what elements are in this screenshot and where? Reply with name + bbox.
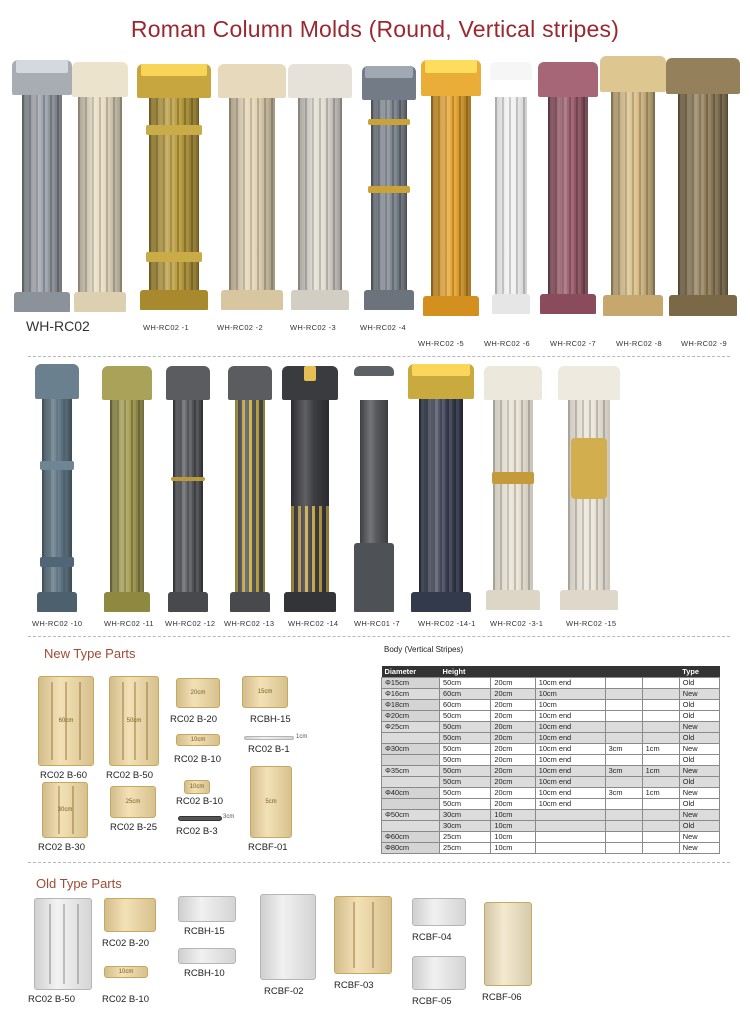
cell-value: 20cm xyxy=(491,721,535,732)
header-blank xyxy=(491,666,535,677)
cell-type: Old xyxy=(679,699,719,710)
part-label: RCBF-04 xyxy=(412,932,452,943)
column-wh-rc02-10 xyxy=(35,364,79,612)
cell-value: 30cm xyxy=(440,809,491,820)
table-title: Body (Vertical Stripes) xyxy=(384,645,464,654)
cell-value: 50cm xyxy=(440,721,491,732)
cell-diameter: Φ16cm xyxy=(382,688,440,699)
part-rc02-b-50-old xyxy=(34,898,92,990)
new-parts-heading: New Type Parts xyxy=(44,646,136,661)
part-rc02-b-60 xyxy=(38,676,94,766)
cell-diameter xyxy=(382,754,440,765)
table-row xyxy=(382,831,720,842)
cell-value xyxy=(642,732,679,743)
table-row xyxy=(382,721,720,732)
part-label: RC02 B-10 xyxy=(176,796,223,807)
table-row xyxy=(382,820,720,831)
cell-value: 50cm xyxy=(440,765,491,776)
cell-value: 10cm xyxy=(491,831,535,842)
cell-value: 10cm xyxy=(535,688,605,699)
cell-type: New xyxy=(679,842,719,853)
cell-value: 50cm xyxy=(440,787,491,798)
part-rc02-b-10 xyxy=(176,734,220,746)
label-wh-rc02-14-1: WH-RC02 -14-1 xyxy=(418,619,476,628)
cell-value xyxy=(642,688,679,699)
cell-value: 10cm xyxy=(491,820,535,831)
part-label: RC02 B-50 xyxy=(106,770,153,781)
cell-value xyxy=(605,688,642,699)
label-wh-rc02-6: WH-RC02 -6 xyxy=(484,339,530,348)
dimension-tag: 20cm xyxy=(190,690,206,696)
part-label: RC02 B-1 xyxy=(248,744,290,755)
column-wh-rc02-5 xyxy=(421,60,481,316)
column-wh-rc02-7 xyxy=(538,62,598,314)
cell-value xyxy=(605,776,642,787)
page-title: Roman Column Molds (Round, Vertical stripes) xyxy=(130,16,620,42)
cell-value: 20cm xyxy=(491,710,535,721)
table-row xyxy=(382,776,720,787)
table-row xyxy=(382,710,720,721)
cell-value: 20cm xyxy=(491,732,535,743)
table-row xyxy=(382,732,720,743)
cell-value xyxy=(642,710,679,721)
table-row xyxy=(382,842,720,853)
part-rcbh-10-old xyxy=(178,948,236,964)
column-wh-rc02-13 xyxy=(228,366,272,612)
header-type: Type xyxy=(679,666,719,677)
column-wh-rc02-1 xyxy=(137,64,211,310)
table-row xyxy=(382,677,720,688)
cell-diameter: Φ60cm xyxy=(382,831,440,842)
cell-value: 25cm xyxy=(440,842,491,853)
label-wh-rc02-3: WH-RC02 -3 xyxy=(290,323,336,332)
part-rcbf-04 xyxy=(412,898,466,926)
part-rc02-b-25 xyxy=(110,786,156,818)
part-label: RCBH-15 xyxy=(184,926,225,937)
cell-value: 25cm xyxy=(440,831,491,842)
cell-value: 10cm end xyxy=(535,677,605,688)
cell-value: 10cm end xyxy=(535,721,605,732)
cell-diameter: Φ20cm xyxy=(382,710,440,721)
cell-value xyxy=(642,699,679,710)
cell-value xyxy=(605,754,642,765)
cell-value xyxy=(642,721,679,732)
label-wh-rc02-15: WH-RC02 -15 xyxy=(566,619,617,628)
part-rcbf-01 xyxy=(250,766,292,838)
column-wh-rc02-3 xyxy=(288,64,352,310)
cell-value: 3cm xyxy=(605,743,642,754)
part-label: RCBH-15 xyxy=(250,714,291,725)
part-rc02-b-10-old xyxy=(104,966,148,978)
cell-value xyxy=(642,776,679,787)
cell-diameter: Φ25cm xyxy=(382,721,440,732)
part-rcbh-15-old xyxy=(178,896,236,922)
old-parts-heading: Old Type Parts xyxy=(36,876,122,891)
cell-value: 10cm end xyxy=(535,765,605,776)
cell-type: Old xyxy=(679,776,719,787)
column-wh-rc02-12 xyxy=(166,366,210,612)
cell-diameter: Φ15cm xyxy=(382,677,440,688)
cell-type: New xyxy=(679,765,719,776)
dimension-tag: 5cm xyxy=(265,799,277,805)
part-rcbf-02 xyxy=(260,894,316,980)
cell-value: 3cm xyxy=(605,765,642,776)
cell-type: Old xyxy=(679,820,719,831)
part-rc02-b-50 xyxy=(109,676,159,766)
table-row xyxy=(382,754,720,765)
cell-value xyxy=(642,831,679,842)
cell-value xyxy=(605,732,642,743)
dimension-tag: 10cm xyxy=(189,784,205,790)
part-rcbf-06 xyxy=(484,902,532,986)
part-label: RCBF-05 xyxy=(412,996,452,1007)
cell-value xyxy=(642,798,679,809)
cell-value: 50cm xyxy=(440,743,491,754)
cell-value: 20cm xyxy=(491,765,535,776)
column-wh-rc02-14 xyxy=(282,366,338,612)
part-rc02-b-1 xyxy=(244,736,294,740)
cell-value: 50cm xyxy=(440,710,491,721)
cell-value: 10cm xyxy=(491,809,535,820)
cell-value: 10cm end xyxy=(535,787,605,798)
label-wh-rc02-4: WH-RC02 -4 xyxy=(360,323,406,332)
cell-value xyxy=(605,842,642,853)
part-rc02-b-20-old xyxy=(104,898,156,932)
cell-value: 60cm xyxy=(440,688,491,699)
cell-type: Old xyxy=(679,710,719,721)
cell-value xyxy=(605,710,642,721)
column-wh-rc02-1-mold xyxy=(72,62,128,312)
cell-diameter: Φ40cm xyxy=(382,787,440,798)
column-wh-rc02-3-1 xyxy=(484,366,542,610)
column-wh-rc02-15 xyxy=(558,366,620,610)
table-header-row xyxy=(382,666,720,677)
dimension-tag: 60cm xyxy=(58,718,74,724)
label-wh-rc02-1: WH-RC02 -1 xyxy=(143,323,189,332)
body-spec-table xyxy=(381,666,720,854)
dimension-tag: 3cm xyxy=(223,814,235,820)
cell-diameter xyxy=(382,798,440,809)
column-wh-rc02-11 xyxy=(102,366,152,612)
cell-value: 30cm xyxy=(440,820,491,831)
cell-value: 10cm end xyxy=(535,732,605,743)
cell-type: New xyxy=(679,831,719,842)
label-wh-rc01-7: WH-RC01 -7 xyxy=(354,619,400,628)
cell-value xyxy=(535,820,605,831)
label-wh-rc02-3-1: WH-RC02 -3-1 xyxy=(490,619,544,628)
cell-value: 20cm xyxy=(491,776,535,787)
dimension-tag: 30cm xyxy=(57,807,73,813)
cell-value xyxy=(605,820,642,831)
column-wh-rc02-6 xyxy=(490,62,532,314)
dimension-tag: 15cm xyxy=(257,689,273,695)
cell-diameter xyxy=(382,732,440,743)
label-wh-rc02-11: WH-RC02 -11 xyxy=(104,619,154,628)
label-wh-rc02-13: WH-RC02 -13 xyxy=(224,619,275,628)
cell-value: 50cm xyxy=(440,754,491,765)
table-row xyxy=(382,798,720,809)
cell-value: 10cm end xyxy=(535,754,605,765)
cell-value xyxy=(535,842,605,853)
cell-value xyxy=(535,831,605,842)
cell-value xyxy=(605,809,642,820)
cell-value: 1cm xyxy=(642,743,679,754)
part-label: RC02 B-30 xyxy=(38,842,85,853)
cell-value: 1cm xyxy=(642,765,679,776)
label-wh-rc02-10: WH-RC02 -10 xyxy=(32,619,83,628)
cell-value xyxy=(642,754,679,765)
cell-value xyxy=(642,842,679,853)
cell-type: New xyxy=(679,809,719,820)
column-wh-rc02-9 xyxy=(666,58,740,316)
divider xyxy=(28,356,730,357)
cell-type: Old xyxy=(679,798,719,809)
cell-value: 20cm xyxy=(491,787,535,798)
cell-value: 20cm xyxy=(491,754,535,765)
cell-value: 3cm xyxy=(605,787,642,798)
part-label: RC02 B-25 xyxy=(110,822,157,833)
part-rc02-b-30 xyxy=(42,782,88,838)
cell-value xyxy=(605,677,642,688)
cell-diameter xyxy=(382,820,440,831)
cell-diameter: Φ30cm xyxy=(382,743,440,754)
cell-type: Old xyxy=(679,732,719,743)
column-wh-rc02-8 xyxy=(600,56,666,316)
cell-value: 10cm xyxy=(491,842,535,853)
label-wh-rc02-8: WH-RC02 -8 xyxy=(616,339,662,348)
header-height: Height xyxy=(440,666,491,677)
cell-value: 20cm xyxy=(491,677,535,688)
cell-diameter: Φ80cm xyxy=(382,842,440,853)
cell-value: 10cm end xyxy=(535,710,605,721)
cell-type: New xyxy=(679,743,719,754)
cell-diameter: Φ18cm xyxy=(382,699,440,710)
label-wh-rc02-14: WH-RC02 -14 xyxy=(288,619,339,628)
table-row xyxy=(382,809,720,820)
cell-diameter: Φ50cm xyxy=(382,809,440,820)
part-label: RCBF-03 xyxy=(334,980,374,991)
part-label: RC02 B-3 xyxy=(176,826,218,837)
table-row xyxy=(382,787,720,798)
dimension-tag: 10cm xyxy=(118,969,134,975)
header-blank xyxy=(642,666,679,677)
part-rcbf-03 xyxy=(334,896,392,974)
dimension-tag: 1cm xyxy=(296,734,308,740)
label-wh-rc02: WH-RC02 xyxy=(26,318,90,334)
cell-type: New xyxy=(679,787,719,798)
cell-value: 10cm xyxy=(535,699,605,710)
cell-type: Old xyxy=(679,754,719,765)
part-label: RC02 B-50 xyxy=(28,994,75,1005)
table-row xyxy=(382,765,720,776)
part-label: RCBF-02 xyxy=(264,986,304,997)
cell-value: 50cm xyxy=(440,732,491,743)
cell-value: 10cm end xyxy=(535,798,605,809)
cell-value: 10cm end xyxy=(535,743,605,754)
column-wh-rc01-7 xyxy=(354,366,394,612)
cell-value xyxy=(535,809,605,820)
cell-value xyxy=(605,831,642,842)
cell-diameter: Φ35cm xyxy=(382,765,440,776)
divider xyxy=(28,862,730,863)
part-label: RCBF-01 xyxy=(248,842,288,853)
dimension-tag: 25cm xyxy=(125,799,141,805)
cell-diameter xyxy=(382,776,440,787)
part-rcbh-15 xyxy=(242,676,288,708)
cell-value: 50cm xyxy=(440,776,491,787)
cell-value: 20cm xyxy=(491,688,535,699)
cell-value: 50cm xyxy=(440,677,491,688)
part-label: RC02 B-20 xyxy=(170,714,217,725)
cell-value: 60cm xyxy=(440,699,491,710)
cell-value xyxy=(605,721,642,732)
cell-value: 50cm xyxy=(440,798,491,809)
label-wh-rc02-5: WH-RC02 -5 xyxy=(418,339,464,348)
header-blank xyxy=(605,666,642,677)
part-rc02-b-3 xyxy=(178,816,222,821)
header-blank xyxy=(535,666,605,677)
cell-value: 20cm xyxy=(491,743,535,754)
cell-type: New xyxy=(679,721,719,732)
cell-value xyxy=(605,798,642,809)
label-wh-rc02-9: WH-RC02 -9 xyxy=(681,339,727,348)
part-rc02-b-10-small xyxy=(184,780,210,794)
table-row xyxy=(382,688,720,699)
column-wh-rc02-2 xyxy=(218,64,286,310)
part-rc02-b-20 xyxy=(176,678,220,708)
part-label: RCBH-10 xyxy=(184,968,225,979)
cell-value: 20cm xyxy=(491,699,535,710)
label-wh-rc02-2: WH-RC02 -2 xyxy=(217,323,263,332)
header-diameter: Diameter xyxy=(382,666,440,677)
cell-value: 10cm end xyxy=(535,776,605,787)
part-label: RC02 B-10 xyxy=(102,994,149,1005)
dimension-tag: 50cm xyxy=(126,718,142,724)
column-wh-rc02-14-1 xyxy=(408,364,474,612)
column-wh-rc02 xyxy=(12,60,72,312)
label-wh-rc02-7: WH-RC02 -7 xyxy=(550,339,596,348)
cell-value xyxy=(642,677,679,688)
table-row xyxy=(382,699,720,710)
column-wh-rc02-4 xyxy=(362,66,416,310)
part-label: RC02 B-60 xyxy=(40,770,87,781)
table-row xyxy=(382,743,720,754)
label-wh-rc02-12: WH-RC02 -12 xyxy=(165,619,216,628)
part-rcbf-05 xyxy=(412,956,466,990)
cell-type: Old xyxy=(679,677,719,688)
cell-value: 20cm xyxy=(491,798,535,809)
cell-value: 1cm xyxy=(642,787,679,798)
part-label: RCBF-06 xyxy=(482,992,522,1003)
cell-value xyxy=(642,809,679,820)
cell-value xyxy=(605,699,642,710)
part-label: RC02 B-10 xyxy=(174,754,221,765)
cell-value xyxy=(642,820,679,831)
cell-type: New xyxy=(679,688,719,699)
part-label: RC02 B-20 xyxy=(102,938,149,949)
divider xyxy=(28,636,730,637)
dimension-tag: 10cm xyxy=(190,737,206,743)
